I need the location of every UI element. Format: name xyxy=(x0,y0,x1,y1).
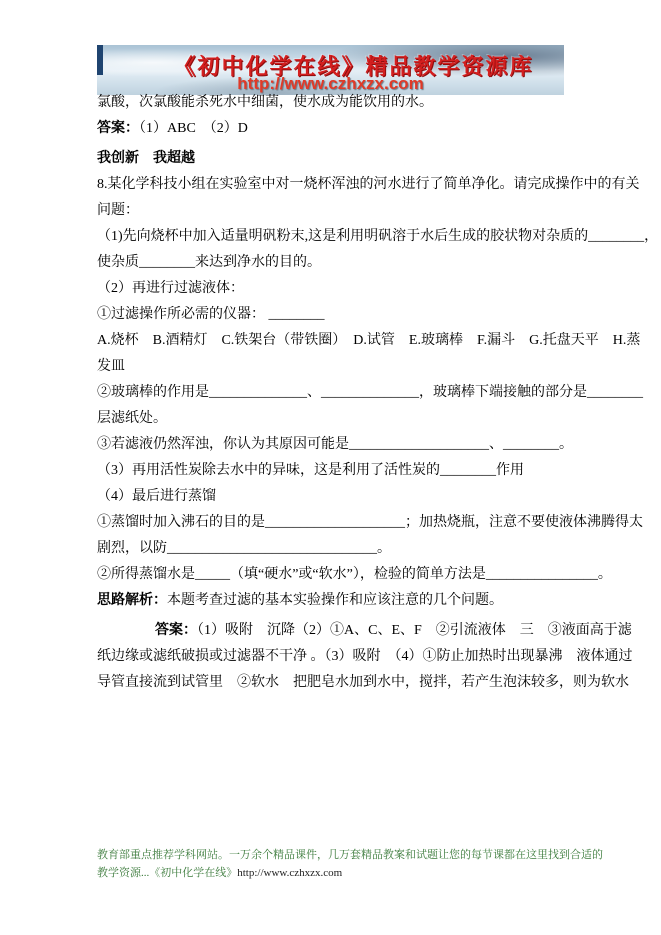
footer-line-1: 教育部重点推荐学科网站。一万余个精品课件，几万套精品教案和试题让您的每节课都在这里找到合适的 xyxy=(97,849,603,861)
answer-line: 纸边缘或滤纸破损或过滤器不干净 。（3）吸附 （4）①防止加热时出现暴沸 液体通过 xyxy=(97,649,633,664)
question-line: 使杂质________来达到净水的目的。 xyxy=(97,255,321,270)
analysis-line: 思路解析：本题考查过滤的基本实验操作和应该注意的几个问题。 xyxy=(97,593,503,608)
question-line: 层滤纸处。 xyxy=(97,411,167,426)
question-line: 问题： xyxy=(97,203,139,218)
question-line: 剧烈，以防______________________________。 xyxy=(97,541,391,556)
question-line: （1)先向烧杯中加入适量明矾粉末,这是利用明矾溶于水后生成的胶状物对杂质的________， xyxy=(97,229,659,244)
site-banner xyxy=(97,45,564,95)
question-line: ①蒸馏时加入沸石的目的是____________________；加热烧瓶，注意不要使液体沸腾得太 xyxy=(97,515,643,530)
option-list-line: 发皿 xyxy=(97,359,125,374)
question-line: （3）再用活性炭除去水中的异味，这是利用了活性炭的________作用 xyxy=(97,463,524,478)
question-line: ②玻璃棒的作用是______________、______________，玻璃棒下端接触的部分是________ xyxy=(97,385,643,400)
question-line: 8.某化学科技小组在实验室中对一烧杯浑浊的河水进行了简单净化。请完成操作中的有关 xyxy=(97,177,640,192)
answer-line: 导管直接流到试管里 ②软水 把肥皂水加到水中，搅拌，若产生泡沫较多，则为软水 xyxy=(97,675,629,690)
answer-line: 答案：（1）ABC （2）D xyxy=(97,121,248,136)
document-body xyxy=(97,90,659,696)
question-line: ①过滤操作所必需的仪器： ________ xyxy=(97,307,325,322)
question-line: （2）再进行过滤液体： xyxy=(97,281,244,296)
banner-title: 《初中化学在线》精品教学资源库 xyxy=(173,54,534,79)
footer-line-2: 教学资源...《初中化学在线》http://www.czhxzx.com xyxy=(97,867,343,879)
footer-url: http://www.czhxzx.com xyxy=(237,867,343,879)
question-line: ③若滤液仍然浑浊，你认为其原因可能是____________________、________。 xyxy=(97,437,573,452)
banner-corner-decoration xyxy=(97,45,103,75)
page-footer xyxy=(97,846,603,882)
text-line: 氯酸，次氯酸能杀死水中细菌，使水成为能饮用的水。 xyxy=(97,95,433,110)
answer-line: 答案：（1）吸附 沉降（2）①A、C、E、F ②引流液体 三 ③液面高于滤 xyxy=(155,623,632,638)
section-heading: 我创新 我超越 xyxy=(97,151,195,166)
question-line: （4）最后进行蒸馏 xyxy=(97,489,216,504)
option-list-line: A.烧杯 B.酒精灯 C.铁架台（带铁圈） D.试管 E.玻璃棒 F.漏斗 G.托盘天平 H.蒸 xyxy=(97,333,641,348)
question-line: ②所得蒸馏水是_____（填“硬水”或“软水”），检验的简单方法是________________。 xyxy=(97,567,612,582)
banner-url: http://www.czhxzx.com xyxy=(237,74,424,93)
